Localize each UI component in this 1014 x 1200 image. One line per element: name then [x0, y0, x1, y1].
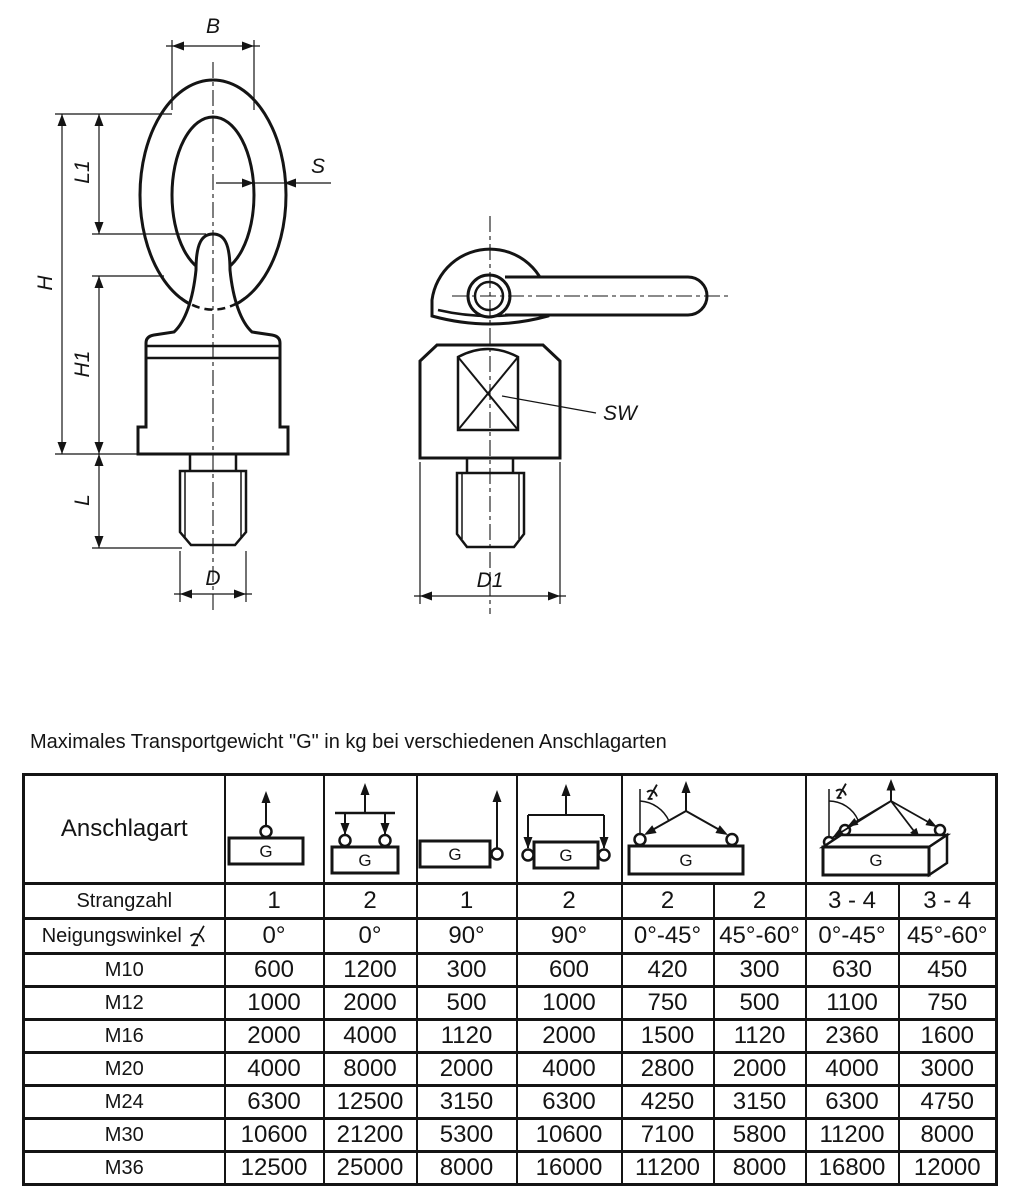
table-cell: 12500: [225, 1152, 324, 1185]
table-cell: 1600: [899, 1020, 997, 1053]
table-cell: 21200: [324, 1119, 417, 1152]
table-cell: 1000: [225, 987, 324, 1020]
svg-text:G: G: [258, 842, 273, 861]
table-cell: 300: [417, 954, 517, 987]
neigungswinkel-label: Neigungswinkel: [24, 919, 225, 954]
label-H: H: [34, 275, 57, 291]
table-header-row: [24, 775, 997, 884]
strangzahl-label: Strangzahl: [24, 884, 225, 919]
table-row: [24, 1053, 997, 1086]
table-cell: 7100: [622, 1119, 714, 1152]
table-cell: 300: [714, 954, 806, 987]
table-cell: 4000: [517, 1053, 622, 1086]
sling-2-leg-angled-icon: [623, 781, 749, 877]
table-row: [24, 1119, 997, 1152]
row-label: M24: [24, 1086, 225, 1119]
row-label: M12: [24, 987, 225, 1020]
load-table: [22, 773, 998, 1186]
table-cell: 1500: [622, 1020, 714, 1053]
anschlagart-label: Anschlagart: [24, 775, 225, 884]
table-cell: 450: [899, 954, 997, 987]
table-cell: 1200: [324, 954, 417, 987]
table-cell: 500: [417, 987, 517, 1020]
table-cell: 2000: [417, 1053, 517, 1086]
table-cell: 4000: [324, 1020, 417, 1053]
table-cell: 0°: [225, 919, 324, 954]
table-cell: 2: [517, 884, 622, 919]
table-cell: 3 - 4: [899, 884, 997, 919]
sling-2-leg-90deg-icon: [518, 783, 614, 875]
table-cell: 10600: [225, 1119, 324, 1152]
label-B: B: [205, 15, 221, 38]
table-cell: 1: [417, 884, 517, 919]
label-H1: H1: [71, 350, 94, 378]
table-cell: 11200: [622, 1152, 714, 1185]
table-cell: 1000: [517, 987, 622, 1020]
svg-text:G: G: [868, 851, 883, 870]
side-view: [420, 216, 728, 614]
table-cell: 4000: [806, 1053, 899, 1086]
table-cell: 4750: [899, 1086, 997, 1119]
table-cell: 6300: [517, 1086, 622, 1119]
table-cell: 5800: [714, 1119, 806, 1152]
table-cell: 2: [714, 884, 806, 919]
sling-1-leg-0deg-icon: [226, 790, 306, 868]
table-cell: 4250: [622, 1086, 714, 1119]
strangzahl-row: [24, 884, 997, 919]
table-row: [24, 987, 997, 1020]
table-cell: 16800: [806, 1152, 899, 1185]
neigungswinkel-row: [24, 919, 997, 954]
row-label: M36: [24, 1152, 225, 1185]
table-cell: 4000: [225, 1053, 324, 1086]
svg-text:G: G: [678, 851, 693, 870]
icon-sling-2-leg-0deg: [324, 775, 417, 884]
front-view: [138, 62, 288, 612]
table-row: [24, 1086, 997, 1119]
table-cell: 3150: [714, 1086, 806, 1119]
table-cell: 8000: [899, 1119, 997, 1152]
row-label: M16: [24, 1020, 225, 1053]
label-SW: SW: [603, 402, 637, 425]
table-title: Maximales Transportgewicht "G" in kg bei verschiedenen Anschlagarten: [30, 731, 667, 753]
table-cell: 600: [517, 954, 622, 987]
table-cell: 45°-60°: [714, 919, 806, 954]
icon-sling-2-leg-angled: [622, 775, 806, 884]
table-cell: 2000: [225, 1020, 324, 1053]
table-cell: 2000: [714, 1053, 806, 1086]
table-cell: 11200: [806, 1119, 899, 1152]
table-row: [24, 954, 997, 987]
icon-sling-2-leg-90deg: [517, 775, 622, 884]
table-cell: 8000: [714, 1152, 806, 1185]
table-cell: 8000: [417, 1152, 517, 1185]
table-cell: 750: [622, 987, 714, 1020]
table-cell: 6300: [225, 1086, 324, 1119]
table-row: [24, 1020, 997, 1053]
table-cell: 16000: [517, 1152, 622, 1185]
svg-text:G: G: [357, 851, 372, 870]
row-label: M10: [24, 954, 225, 987]
svg-text:G: G: [447, 845, 462, 864]
table-cell: 1100: [806, 987, 899, 1020]
table-cell: 3150: [417, 1086, 517, 1119]
table-cell: 2: [324, 884, 417, 919]
sling-3-4-leg-angled-icon: [807, 779, 957, 879]
table-cell: 25000: [324, 1152, 417, 1185]
table-cell: 600: [225, 954, 324, 987]
table-cell: 1: [225, 884, 324, 919]
icon-sling-1-leg-0deg: [225, 775, 324, 884]
table-cell: 1120: [417, 1020, 517, 1053]
sling-2-leg-0deg-icon: [325, 783, 405, 875]
table-cell: 420: [622, 954, 714, 987]
table-cell: 2000: [517, 1020, 622, 1053]
table-cell: 10600: [517, 1119, 622, 1152]
table-cell: 1120: [714, 1020, 806, 1053]
table-cell: 630: [806, 954, 899, 987]
angle-icon: [647, 785, 657, 799]
label-S: S: [310, 155, 326, 178]
table-body: [24, 775, 997, 1185]
row-label: M30: [24, 1119, 225, 1152]
table-cell: 2360: [806, 1020, 899, 1053]
table-cell: 12500: [324, 1086, 417, 1119]
table-cell: 45°-60°: [899, 919, 997, 954]
icon-sling-1-leg-90deg: [417, 775, 517, 884]
table-cell: 5300: [417, 1119, 517, 1152]
label-L: L: [71, 494, 94, 506]
table-cell: 2800: [622, 1053, 714, 1086]
angle-icon: [836, 784, 846, 798]
table-cell: 6300: [806, 1086, 899, 1119]
icon-sling-3-4-leg-angled: [806, 775, 997, 884]
table-cell: 0°-45°: [622, 919, 714, 954]
table-cell: 8000: [324, 1053, 417, 1086]
table-cell: 3000: [899, 1053, 997, 1086]
table-cell: 90°: [517, 919, 622, 954]
table-cell: 3 - 4: [806, 884, 899, 919]
table-cell: 750: [899, 987, 997, 1020]
dimension-L: [71, 454, 182, 548]
row-label: M20: [24, 1053, 225, 1086]
label-L1: L1: [71, 160, 94, 184]
table-cell: 2: [622, 884, 714, 919]
table-cell: 500: [714, 987, 806, 1020]
label-D: D: [205, 567, 221, 590]
table-cell: 0°: [324, 919, 417, 954]
label-D1: D1: [476, 569, 504, 592]
table-cell: 0°-45°: [806, 919, 899, 954]
table-cell: 2000: [324, 987, 417, 1020]
sling-1-leg-90deg-icon: [418, 789, 510, 869]
angle-icon: [189, 925, 207, 947]
svg-text:G: G: [558, 846, 573, 865]
table-cell: 12000: [899, 1152, 997, 1185]
table-row: [24, 1152, 997, 1185]
table-cell: 90°: [417, 919, 517, 954]
